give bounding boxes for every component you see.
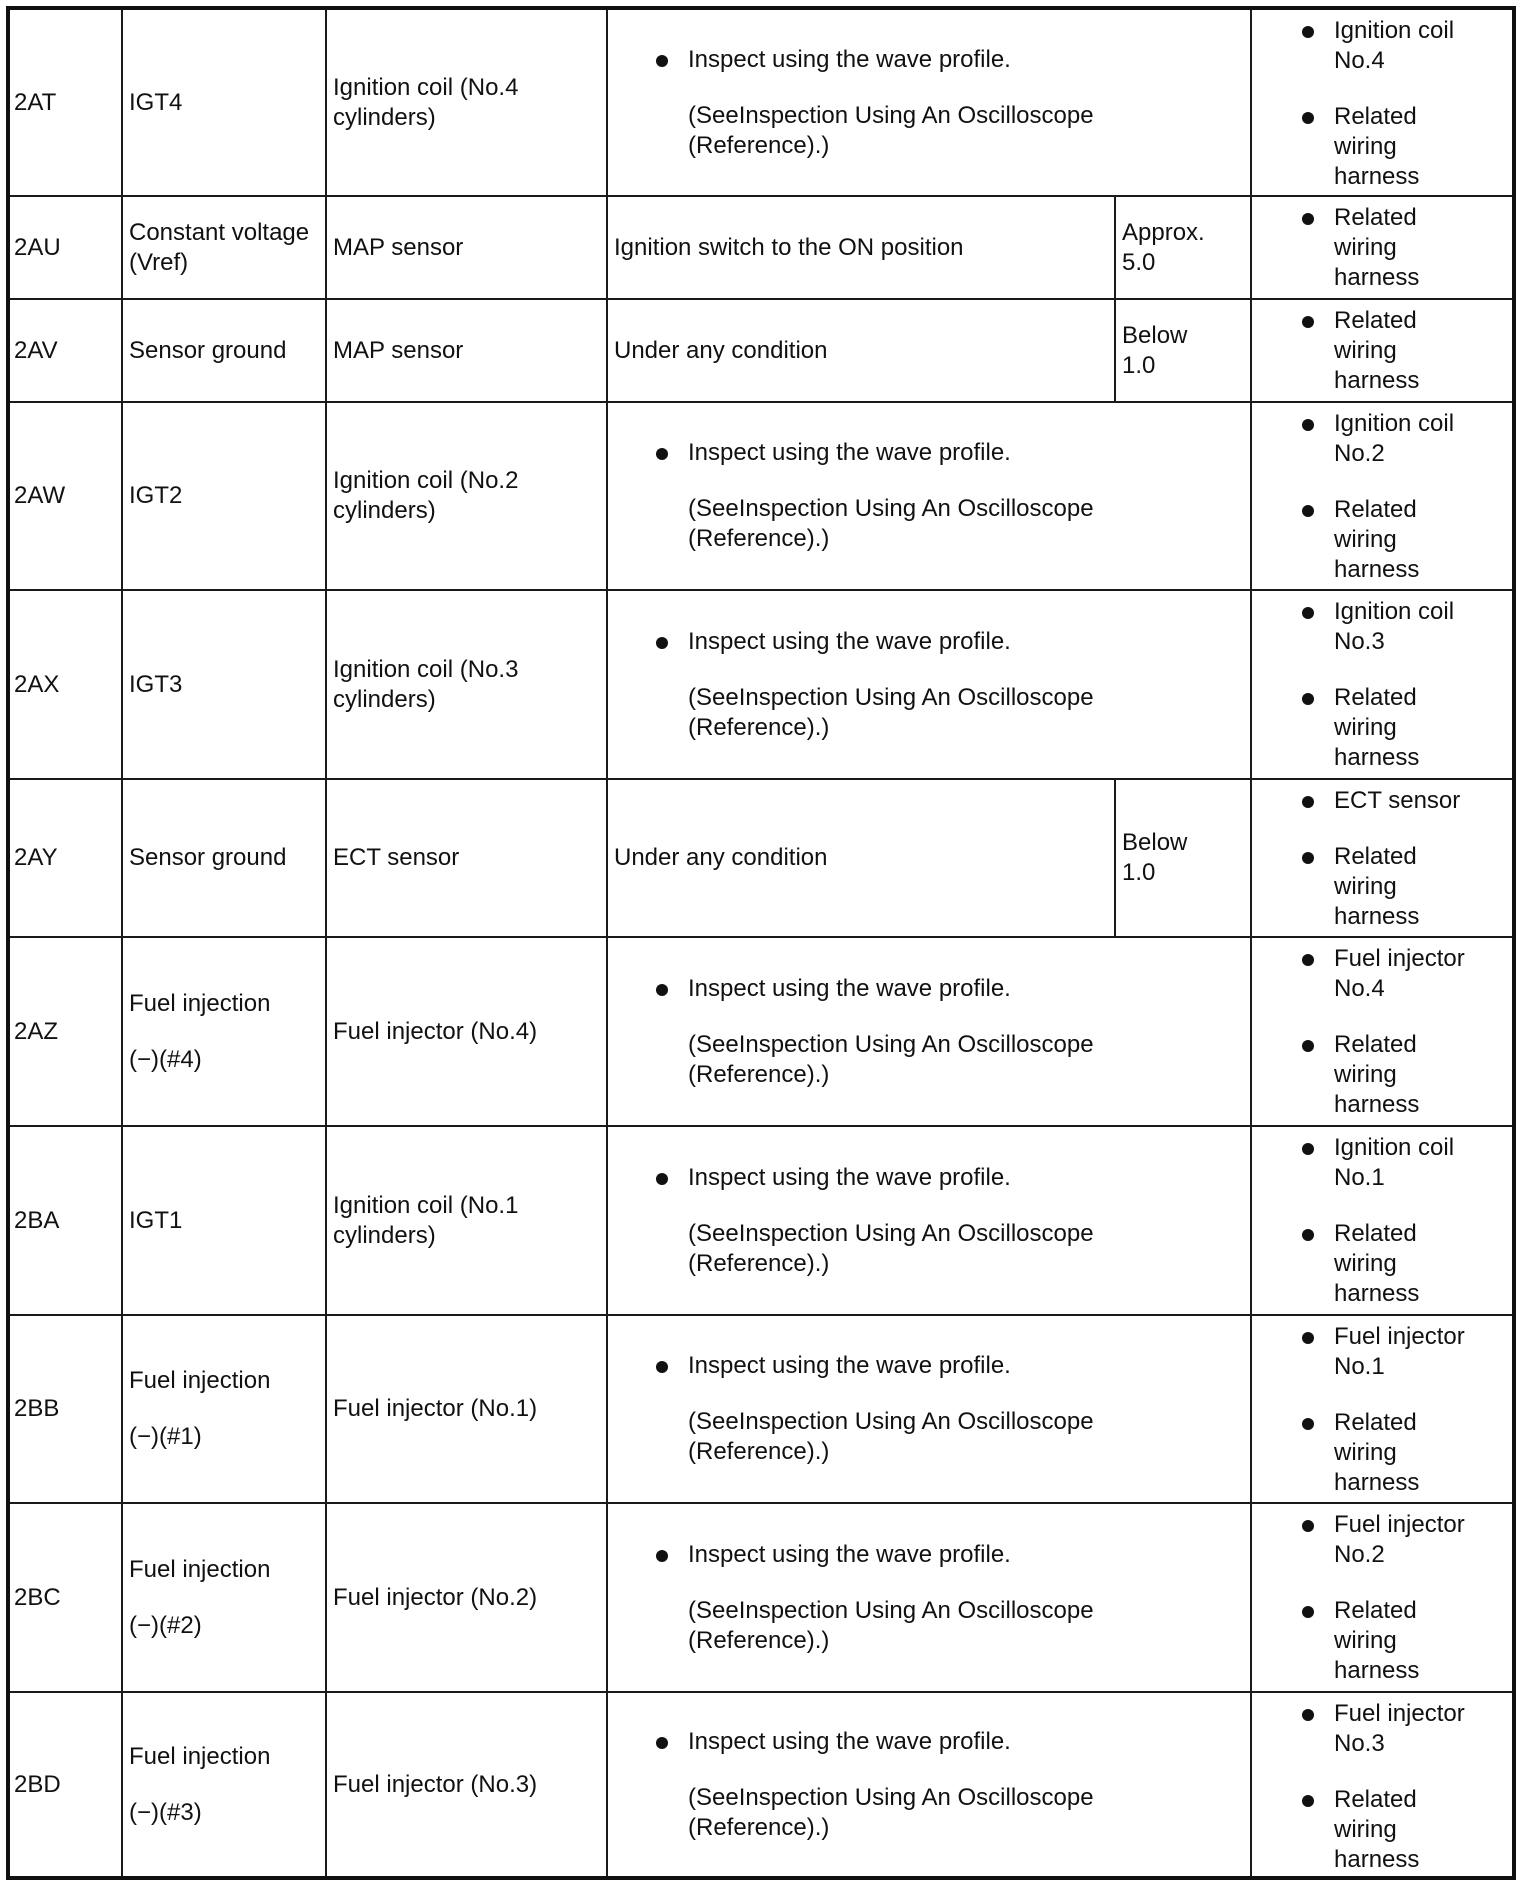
inspection-item — [1258, 495, 1506, 585]
condition-text: Inspect using the wave profile. — [688, 1352, 1011, 1379]
voltage-value: Below 1.0 — [1122, 321, 1188, 379]
inspection-item-text: Related wiring harness — [1334, 843, 1420, 930]
test-condition-cell — [607, 779, 1115, 937]
condition-bullet-item — [656, 627, 1244, 657]
terminal-label: 2BC — [14, 1583, 61, 1611]
connected-to-label: Ignition coil (No.2 cylinders) — [333, 467, 519, 524]
connected-to-cell — [326, 779, 607, 937]
table-row — [8, 1315, 1514, 1503]
condition-text: Inspect using the wave profile. — [688, 627, 1011, 655]
condition-text: Inspect using the wave profile. — [688, 1540, 1011, 1568]
signal-label: IGT2 — [129, 482, 183, 509]
condition-text: Under any condition — [614, 336, 828, 364]
oscilloscope-reference-text: (SeeInspection Using An Oscilloscope (Reference).) — [688, 1783, 1094, 1841]
inspection-item-cell — [1251, 196, 1514, 299]
inspection-item-text: Related wiring harness — [1334, 1031, 1420, 1118]
connected-to-cell — [326, 1692, 607, 1878]
inspection-item-cell — [1251, 1126, 1514, 1315]
inspection-item-text: Ignition coil No.2 — [1334, 410, 1455, 467]
test-condition-content — [614, 438, 1244, 554]
signal-label: Sensor ground — [129, 336, 287, 364]
condition-text: Inspect using the wave profile. — [688, 439, 1011, 466]
inspection-item-cell — [1251, 590, 1514, 779]
bullet-icon — [1302, 852, 1314, 864]
bullet-icon — [1302, 1040, 1314, 1052]
connected-to-label: MAP sensor — [333, 233, 464, 261]
test-condition-cell — [607, 1503, 1251, 1692]
signal-cell — [122, 1126, 326, 1315]
condition-bullet-item — [656, 1540, 1244, 1570]
terminal-label: 2BA — [14, 1206, 60, 1234]
table-row — [8, 779, 1514, 937]
terminal-cell — [8, 937, 122, 1126]
inspection-item — [1258, 1219, 1506, 1309]
inspection-item-cell — [1251, 779, 1514, 937]
test-condition-content — [614, 1727, 1244, 1843]
inspection-item — [1258, 1408, 1506, 1498]
test-condition-cell — [607, 1315, 1251, 1503]
signal-label: (−)(#4) — [129, 1045, 202, 1073]
test-condition-content — [614, 45, 1244, 161]
inspection-item — [1258, 306, 1506, 396]
signal-cell — [122, 1692, 326, 1878]
condition-bullet-item — [656, 1351, 1244, 1381]
signal-label: IGT4 — [129, 88, 183, 116]
condition-bullet-item — [656, 438, 1244, 468]
inspection-item-text: Fuel injector No.1 — [1334, 1323, 1465, 1380]
connected-to-label: Fuel injector (No.1) — [333, 1395, 538, 1422]
terminal-cell — [8, 1315, 122, 1503]
inspection-item-list — [1258, 1322, 1506, 1498]
bullet-icon — [1302, 419, 1314, 431]
bullet-icon — [1302, 112, 1314, 124]
signal-label: (−)(#2) — [129, 1611, 202, 1639]
inspection-item — [1258, 842, 1506, 932]
connected-to-label: Fuel injector (No.4) — [333, 1017, 538, 1045]
inspection-item-text: ECT sensor — [1334, 787, 1461, 814]
table-row — [8, 1503, 1514, 1692]
bullet-icon — [1302, 1709, 1314, 1721]
inspection-item-text: Ignition coil No.4 — [1334, 17, 1455, 74]
test-condition-cell — [607, 196, 1115, 299]
signal-cell — [122, 299, 326, 402]
condition-text: Inspect using the wave profile. — [688, 45, 1011, 73]
bullet-icon — [656, 1361, 668, 1373]
inspection-item-list — [1258, 1699, 1506, 1875]
condition-text: Inspect using the wave profile. — [688, 974, 1011, 1002]
oscilloscope-reference-text: (SeeInspection Using An Oscilloscope (Reference).) — [688, 1596, 1094, 1654]
inspection-item — [1258, 786, 1506, 816]
terminal-cell — [8, 1126, 122, 1315]
voltage-cell — [1115, 196, 1251, 299]
terminal-label: 2AZ — [14, 1017, 59, 1045]
terminal-cell — [8, 402, 122, 590]
inspection-item-text: Related wiring harness — [1334, 1220, 1420, 1307]
condition-bullet-item — [656, 1727, 1244, 1757]
terminal-label: 2AU — [14, 233, 61, 261]
test-condition-cell — [607, 1126, 1251, 1315]
bullet-icon — [1302, 1606, 1314, 1618]
inspection-item-text: Ignition coil No.1 — [1334, 1134, 1455, 1191]
table-row — [8, 937, 1514, 1126]
connected-to-label: Ignition coil (No.3 cylinders) — [333, 655, 519, 713]
inspection-item-list — [1258, 203, 1506, 293]
connected-to-label: MAP sensor — [333, 336, 464, 364]
connected-to-label: Fuel injector (No.3) — [333, 1770, 538, 1798]
bullet-icon — [1302, 796, 1314, 808]
condition-bullet-item — [656, 1163, 1244, 1193]
inspection-item-text: Fuel injector No.2 — [1334, 1511, 1465, 1568]
test-condition-cell — [607, 1692, 1251, 1878]
signal-label: Fuel injection — [129, 1555, 271, 1583]
inspection-item — [1258, 1785, 1506, 1875]
test-condition-cell — [607, 402, 1251, 590]
inspection-item-list — [1258, 409, 1506, 585]
terminal-cell — [8, 1692, 122, 1878]
terminal-label: 2AX — [14, 670, 60, 698]
bullet-icon — [656, 55, 668, 67]
table-row — [8, 402, 1514, 590]
oscilloscope-reference-text: (SeeInspection Using An Oscilloscope (Reference).) — [688, 683, 1094, 741]
inspection-item-text: Ignition coil No.3 — [1334, 598, 1455, 655]
inspection-item — [1258, 203, 1506, 293]
inspection-item — [1258, 1596, 1506, 1686]
inspection-item-list — [1258, 944, 1506, 1120]
inspection-item-text: Related wiring harness — [1334, 1786, 1420, 1873]
terminal-label: 2BB — [14, 1395, 60, 1422]
table-row — [8, 1692, 1514, 1878]
inspection-item — [1258, 102, 1506, 192]
oscilloscope-reference-text: (SeeInspection Using An Oscilloscope (Reference).) — [688, 101, 1094, 159]
voltage-cell — [1115, 299, 1251, 402]
connected-to-cell — [326, 402, 607, 590]
connected-to-cell — [326, 1126, 607, 1315]
test-condition-content — [614, 1540, 1244, 1656]
bullet-icon — [656, 1550, 668, 1562]
inspection-item-text: Fuel injector No.3 — [1334, 1700, 1465, 1757]
inspection-item-cell — [1251, 299, 1514, 402]
connected-to-cell — [326, 1315, 607, 1503]
inspection-item-list — [1258, 786, 1506, 932]
signal-cell — [122, 590, 326, 779]
signal-cell — [122, 1315, 326, 1503]
signal-label: Sensor ground — [129, 844, 287, 871]
inspection-item — [1258, 1510, 1506, 1570]
signal-cell — [122, 1503, 326, 1692]
inspection-item-cell — [1251, 1503, 1514, 1692]
bullet-icon — [1302, 505, 1314, 517]
terminal-label: 2AW — [14, 482, 66, 509]
terminal-cell — [8, 196, 122, 299]
inspection-item-cell — [1251, 1315, 1514, 1503]
bullet-icon — [1302, 1520, 1314, 1532]
condition-text: Inspect using the wave profile. — [688, 1727, 1011, 1755]
inspection-item-list — [1258, 16, 1506, 192]
condition-text: Ignition switch to the ON position — [614, 233, 964, 261]
oscilloscope-reference-text: (SeeInspection Using An Oscilloscope (Reference).) — [688, 1030, 1094, 1088]
bullet-icon — [1302, 213, 1314, 225]
bullet-icon — [656, 1737, 668, 1749]
voltage-value: Below 1.0 — [1122, 829, 1188, 886]
test-condition-cell — [607, 8, 1251, 196]
condition-bullet-item — [656, 45, 1244, 75]
signal-label: IGT1 — [129, 1206, 183, 1234]
test-condition-content — [614, 1351, 1244, 1467]
table-row — [8, 299, 1514, 402]
inspection-item-list — [1258, 306, 1506, 396]
test-condition-cell — [607, 590, 1251, 779]
test-condition-content — [614, 1163, 1244, 1279]
bullet-icon — [1302, 1229, 1314, 1241]
inspection-item-text: Related wiring harness — [1334, 204, 1420, 291]
inspection-item-text: Related wiring harness — [1334, 1409, 1420, 1496]
signal-label: Fuel injection — [129, 1742, 271, 1770]
connected-to-cell — [326, 937, 607, 1126]
connected-to-label: ECT sensor — [333, 844, 460, 871]
inspection-item-text: Related wiring harness — [1334, 684, 1420, 771]
connected-to-cell — [326, 8, 607, 196]
test-condition-content — [614, 974, 1244, 1090]
inspection-item-list — [1258, 1510, 1506, 1686]
bullet-icon — [1302, 316, 1314, 328]
bullet-icon — [656, 637, 668, 649]
table-row — [8, 8, 1514, 196]
signal-label: IGT3 — [129, 670, 183, 698]
terminal-label: 2AV — [14, 336, 58, 364]
inspection-item-cell — [1251, 937, 1514, 1126]
inspection-item — [1258, 409, 1506, 469]
signal-cell — [122, 937, 326, 1126]
bullet-icon — [656, 984, 668, 996]
signal-label: (−)(#1) — [129, 1423, 202, 1450]
bullet-icon — [1302, 1143, 1314, 1155]
table-body — [8, 8, 1514, 1878]
inspection-item-list — [1258, 597, 1506, 773]
bullet-icon — [1302, 1795, 1314, 1807]
inspection-item-cell — [1251, 1692, 1514, 1878]
terminal-voltage-table — [6, 6, 1516, 1880]
connected-to-cell — [326, 299, 607, 402]
inspection-item-list — [1258, 1133, 1506, 1309]
connected-to-cell — [326, 196, 607, 299]
oscilloscope-reference-text: (SeeInspection Using An Oscilloscope (Reference).) — [688, 1408, 1094, 1465]
connected-to-label: Ignition coil (No.1 cylinders) — [333, 1191, 519, 1249]
inspection-item-cell — [1251, 402, 1514, 590]
terminal-cell — [8, 1503, 122, 1692]
bullet-icon — [1302, 26, 1314, 38]
signal-cell — [122, 8, 326, 196]
test-condition-cell — [607, 937, 1251, 1126]
terminal-label: 2BD — [14, 1770, 61, 1798]
condition-text: Under any condition — [614, 844, 828, 871]
inspection-item-text: Fuel injector No.4 — [1334, 945, 1465, 1002]
terminal-cell — [8, 779, 122, 937]
signal-cell — [122, 402, 326, 590]
inspection-item — [1258, 944, 1506, 1004]
test-condition-cell — [607, 299, 1115, 402]
table-row — [8, 1126, 1514, 1315]
inspection-item — [1258, 16, 1506, 76]
table-row — [8, 196, 1514, 299]
signal-label: (−)(#3) — [129, 1798, 202, 1826]
inspection-item — [1258, 683, 1506, 773]
inspection-item — [1258, 597, 1506, 657]
condition-bullet-item — [656, 974, 1244, 1004]
inspection-item-cell — [1251, 8, 1514, 196]
terminal-label: 2AY — [14, 844, 58, 871]
voltage-value: Approx. 5.0 — [1122, 218, 1205, 276]
voltage-cell — [1115, 779, 1251, 937]
oscilloscope-reference-text: (SeeInspection Using An Oscilloscope (Reference).) — [688, 495, 1094, 552]
inspection-item-text: Related wiring harness — [1334, 103, 1420, 190]
test-condition-content — [614, 627, 1244, 743]
terminal-cell — [8, 299, 122, 402]
connected-to-label: Fuel injector (No.2) — [333, 1583, 538, 1611]
inspection-item — [1258, 1133, 1506, 1193]
table-row — [8, 590, 1514, 779]
signal-cell — [122, 779, 326, 937]
connected-to-cell — [326, 590, 607, 779]
bullet-icon — [1302, 954, 1314, 966]
connected-to-label: Ignition coil (No.4 cylinders) — [333, 73, 519, 131]
bullet-icon — [1302, 693, 1314, 705]
terminal-label: 2AT — [14, 88, 57, 116]
inspection-item-text: Related wiring harness — [1334, 1597, 1420, 1684]
bullet-icon — [656, 448, 668, 460]
bullet-icon — [1302, 1332, 1314, 1344]
inspection-item — [1258, 1699, 1506, 1759]
signal-label: Fuel injection — [129, 1367, 271, 1394]
bullet-icon — [1302, 607, 1314, 619]
terminal-cell — [8, 590, 122, 779]
condition-text: Inspect using the wave profile. — [688, 1163, 1011, 1191]
inspection-item-text: Related wiring harness — [1334, 307, 1420, 394]
inspection-item-text: Related wiring harness — [1334, 496, 1420, 583]
bullet-icon — [656, 1173, 668, 1185]
inspection-item — [1258, 1322, 1506, 1382]
inspection-item — [1258, 1030, 1506, 1120]
bullet-icon — [1302, 1418, 1314, 1430]
oscilloscope-reference-text: (SeeInspection Using An Oscilloscope (Reference).) — [688, 1219, 1094, 1277]
connected-to-cell — [326, 1503, 607, 1692]
terminal-cell — [8, 8, 122, 196]
signal-cell — [122, 196, 326, 299]
signal-label: Fuel injection — [129, 989, 271, 1017]
signal-label: Constant voltage (Vref) — [129, 218, 310, 276]
